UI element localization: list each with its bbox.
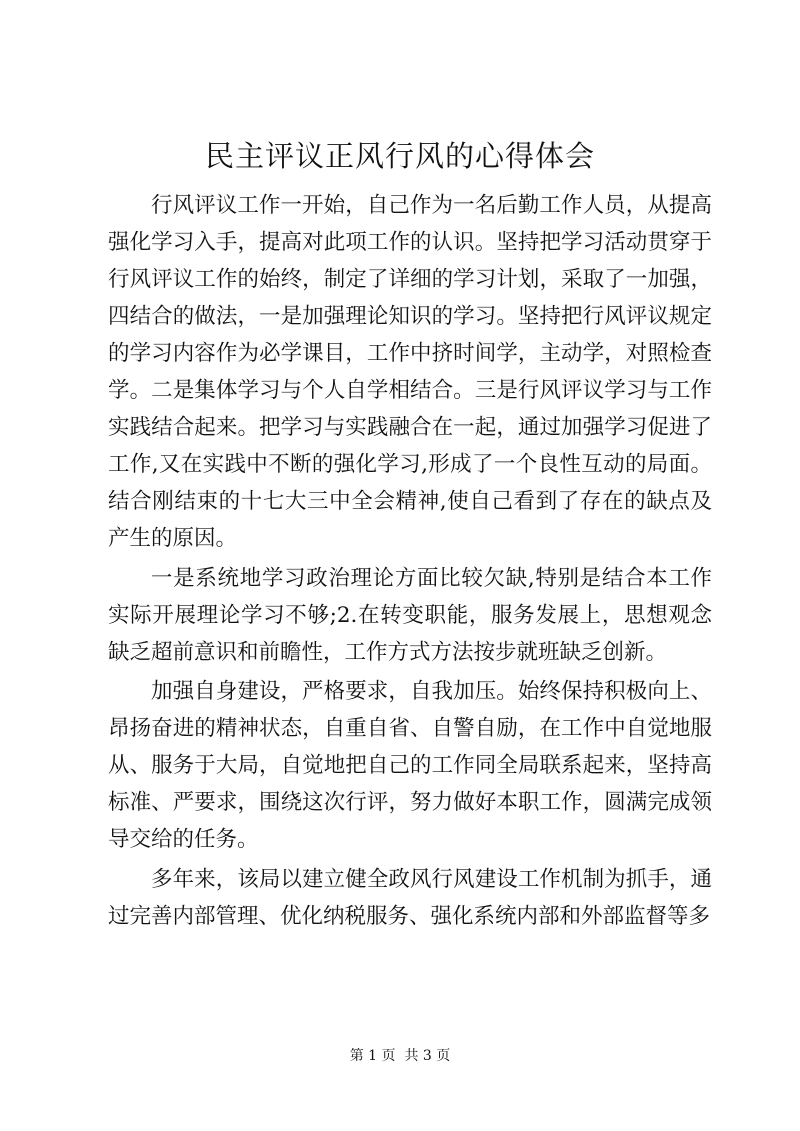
paragraph: 行风评议工作一开始，自己作为一名后勤工作人员，从提高强化学习入手，提高对此项工作的认识。坚持把学习活动贯穿于行风评议工作的始终，制定了详细的学习计划，采取了一加强，四结合的做法，一是加强理论知识的学习。坚持把行风评议规定的学习内容作为必学课目，工作中挤时间学，主动学，对照检查学。二是集体学习与个人自学相结合。三是行风评议学习与工作实践结合起来。把学习与实践融合在一起，通过加强学习促进了工作,又在实践中不断的强化学习,形成了一个良性互动的局面。结合刚结束的十七大三中全会精神,使自己看到了存在的缺点及产生的原因。	[108, 193, 712, 551]
paragraph: 多年来，该局以建立健全政风行风建设工作机制为抓手，通过完善内部管理、优化纳税服务、强化系统内部和外部监督等多	[108, 866, 712, 929]
document-title: 民主评议正风行风的心得体会	[204, 139, 595, 173]
paragraph: 加强自身建设，严格要求，自我加压。始终保持积极向上、昂扬奋进的精神状态，自重自省、自警自励，在工作中自觉地服从、服务于大局，自觉地把自己的工作同全局联系起来，坚持高标准、严要求，围绕这次行评，努力做好本职工作，圆满完成领导交给的任务。	[108, 679, 712, 852]
page-number-footer: 第 1 页 共 3 页	[349, 1048, 451, 1064]
document-body	[108, 187, 712, 935]
paragraph: 一是系统地学习政治理论方面比较欠缺,特别是结合本工作实际开展理论学习不够;2.在转变职能，服务发展上，思想观念缺乏超前意识和前瞻性，工作方式方法按步就班缺乏创新。	[108, 565, 712, 665]
